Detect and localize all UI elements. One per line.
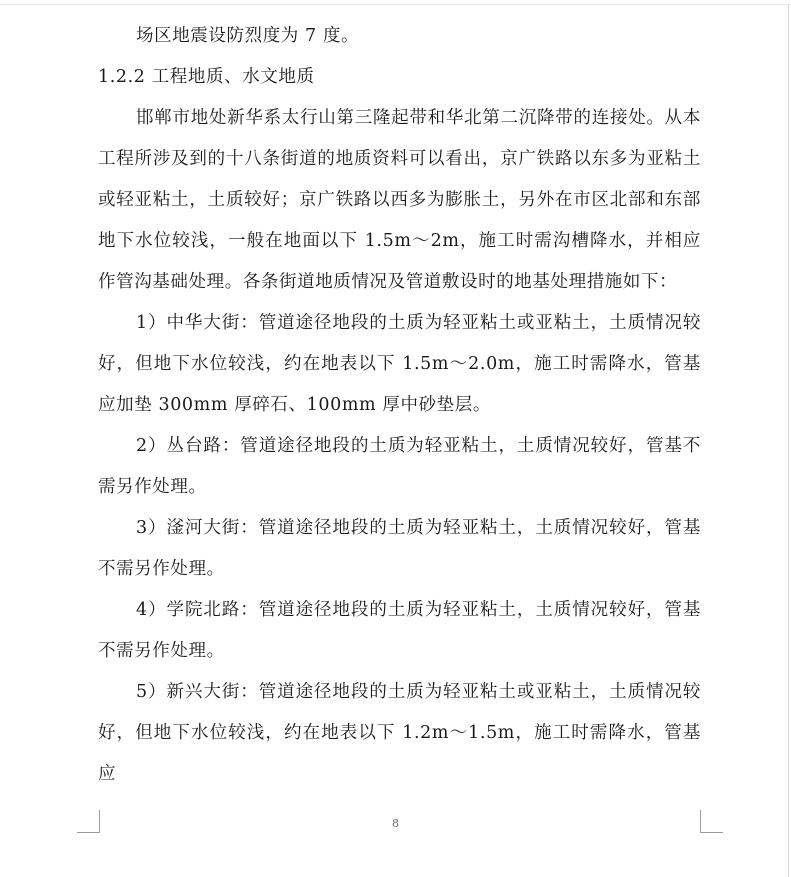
document-body bbox=[98, 16, 701, 795]
paragraph-item-3: 3）滏河大街：管道途径地段的土质为轻亚粘土，土质情况较好，管基不需另作处理。 bbox=[98, 518, 701, 579]
page-number: 8 bbox=[392, 817, 399, 830]
page-top-edge bbox=[0, 4, 791, 5]
paragraph-seismic: 场区地震设防烈度为 7 度。 bbox=[136, 26, 360, 46]
page-right-edge bbox=[788, 4, 789, 877]
paragraph-item-2: 2）丛台路：管道途径地段的土质为轻亚粘土，土质情况较好，管基不需另作处理。 bbox=[98, 436, 701, 497]
paragraph-item-1: 1）中华大街：管道途径地段的土质为轻亚粘土或亚粘土，土质情况较好，但地下水位较浅，约在地表以下 1.5m～2.0m，施工时需降水，管基应加垫 300mm 厚碎石、100mm 厚中砂垫层。 bbox=[98, 313, 701, 415]
paragraph-item-5: 5）新兴大街：管道途径地段的土质为轻亚粘土或亚粘土，土质情况较好，但地下水位较浅，约在地表以下 1.2m～1.5m，施工时需降水，管基应 bbox=[98, 682, 701, 784]
paragraph-item-4: 4）学院北路：管道途径地段的土质为轻亚粘土，土质情况较好，管基不需另作处理。 bbox=[98, 600, 701, 661]
section-heading-geology: 1.2.2 工程地质、水文地质 bbox=[98, 67, 315, 87]
paragraph-geology-overview: 邯郸市地处新华系太行山第三隆起带和华北第二沉降带的连接处。从本工程所涉及到的十八条街道的地质资料可以看出，京广铁路以东多为亚粘土或轻亚粘土，土质较好；京广铁路以西多为膨胀土，另外在市区北部和东部地下水位较浅，一般在地面以下 1.5m～2m，施工时需沟槽降水，并相应作管沟基础处理。各条街道地质情况及管道敷设时的地基处理措施如下： bbox=[98, 108, 701, 292]
